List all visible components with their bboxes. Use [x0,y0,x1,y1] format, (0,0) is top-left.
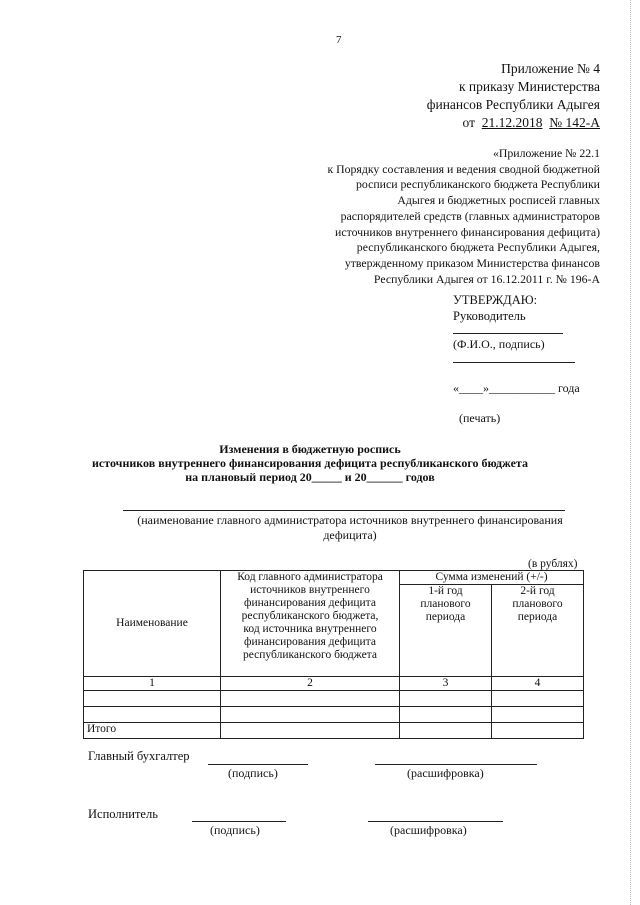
table-cell[interactable] [221,723,400,739]
header-year1-line: 1-й год [428,585,463,597]
admin-caption-line2: дефицита) [323,528,377,542]
annex-line: к Порядку составления и ведения сводной бюджетной [327,161,600,176]
executor-decoding-caption: (расшифровка) [390,823,467,837]
column-number: 1 [84,677,221,691]
table-cell[interactable] [84,691,221,707]
total-row [84,723,584,739]
header-year2-line: планового [512,598,563,610]
annex-line: росписи республиканского бюджета Республики [356,177,600,192]
header-year2-line: периода [517,611,558,623]
header-year1 [400,585,492,677]
column-number: 3 [400,677,492,691]
executor-label: Исполнитель [88,807,158,821]
appendix-from: от [462,115,475,130]
approve-title: УТВЕРЖДАЮ: [453,293,538,307]
approve-signature-line [453,333,563,334]
table-cell[interactable] [492,723,584,739]
appendix-date: 21.12.2018 [481,115,543,130]
header-code [221,571,400,677]
table-cell[interactable] [400,691,492,707]
table-cell[interactable] [84,707,221,723]
annex-line: Республики Адыгея от 16.12.2011 г. № 196-А [373,271,600,286]
header-year2 [492,585,584,677]
heading-line1: Изменения в бюджетную роспись [219,442,401,456]
approve-role: Руководитель [453,309,526,323]
header-year2-line: 2-й год [520,585,555,597]
column-number: 2 [221,677,400,691]
table-row [84,707,584,723]
executor-decoding-line [368,821,503,822]
header-name: Наименование [84,571,221,677]
executor-signature-line [192,821,286,822]
table-cell[interactable] [400,723,492,739]
approve-fio-line [453,362,575,363]
header-code-line: финансирования дефицита [244,597,376,609]
approve-date-line: «____»___________ года [453,381,580,395]
changes-table [83,570,584,739]
appendix-number: № 142-А [549,115,600,130]
header-code-line: финансирования дефицита [244,636,376,648]
chief-accountant-decoding-caption: (расшифровка) [407,766,484,780]
table-cell[interactable] [492,691,584,707]
appendix-line3: финансов Республики Адыгея [426,97,600,112]
annex-line: распорядителей средств (главных администраторов [340,208,600,223]
column-number: 4 [492,677,584,691]
page-number: 7 [336,34,342,46]
table-cell[interactable] [400,707,492,723]
appendix-date-line [463,115,601,131]
table-cell[interactable] [492,707,584,723]
header-year1-line: планового [420,598,471,610]
admin-caption-line1: (наименование главного администратора источников внутреннего финансирования [137,513,563,527]
annex-line: утвержденному приказом Министерства финансов [344,255,600,270]
approve-seal: (печать) [459,411,501,425]
header-sum: Сумма изменений (+/-) [400,571,584,585]
header-code-line: код источника внутреннего [243,623,377,635]
page-edge [630,0,631,905]
header-code-line: Код главного администратора [237,571,383,583]
table-cell[interactable] [221,707,400,723]
header-code-line: республиканского бюджета, [241,610,379,622]
annex-line: «Приложение № 22.1 [492,146,600,160]
annex-line: Адыгея и бюджетных росписей главных [397,193,600,208]
units-label: (в рублях) [528,558,578,570]
chief-accountant-label: Главный бухгалтер [88,749,190,763]
executor-signature-caption: (подпись) [210,823,260,837]
heading-line2: источников внутреннего финансирования дефицита республиканского бюджета [92,456,528,470]
header-code-line: источников внутреннего [250,584,370,596]
chief-accountant-decoding-line [375,764,537,765]
appendix-line2: к приказу Министерства [458,79,600,94]
table-cell[interactable] [221,691,400,707]
annex-line: источников внутреннего финансирования дефицита) [335,224,600,239]
annex-block [327,146,600,287]
approve-fio-caption: (Ф.И.О., подпись) [453,337,545,351]
chief-accountant-signature-line [208,764,308,765]
heading-line3: на плановый период 20_____ и 20______ годов [185,470,435,484]
appendix-title: Приложение № 4 [501,61,600,76]
annex-line: республиканского бюджета Республики Адыгея, [356,240,600,255]
header-code-line: республиканского бюджета [243,649,377,661]
header-year1-line: периода [425,611,466,623]
total-label: Итого [84,723,221,739]
table-row [84,691,584,707]
admin-name-line [123,510,565,511]
chief-accountant-signature-caption: (подпись) [228,766,278,780]
